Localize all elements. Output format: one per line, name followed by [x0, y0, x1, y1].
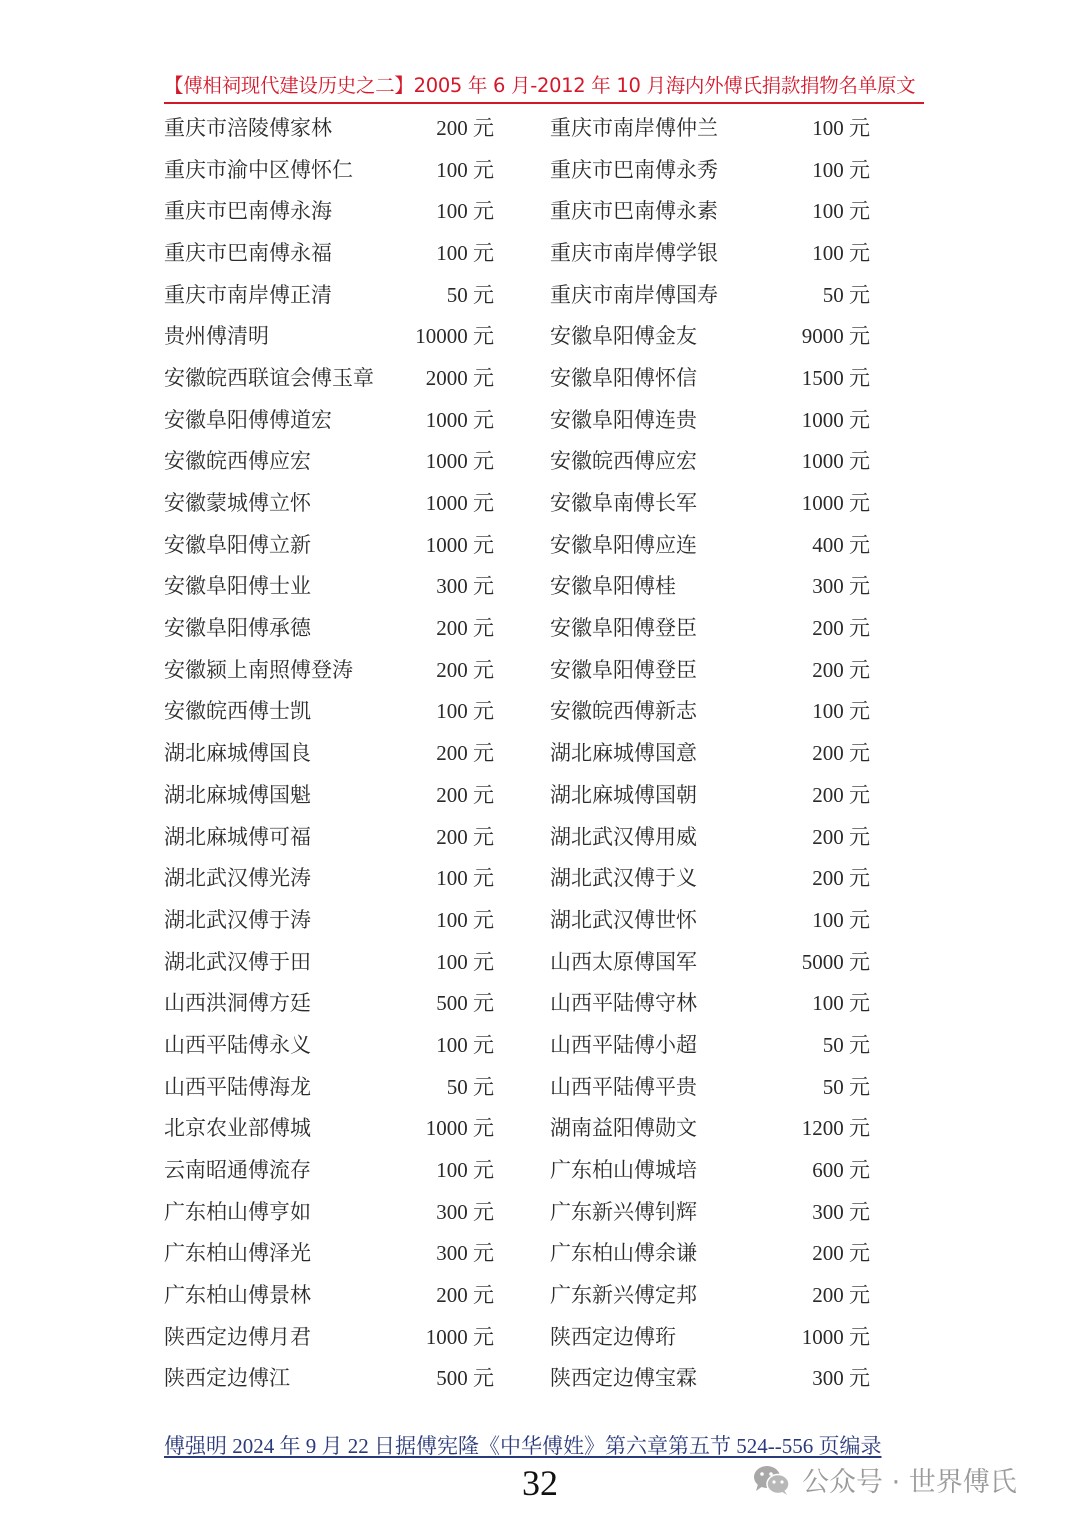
table-row	[164, 273, 924, 315]
donation-amount-right: 1000 元	[801, 1324, 870, 1349]
table-row	[164, 565, 924, 607]
donor-name-right: 安徽皖西傅新志	[550, 699, 697, 724]
donation-amount-left: 100 元	[436, 157, 494, 182]
donation-amount-left: 10000 元	[415, 324, 494, 349]
table-row	[164, 1065, 924, 1107]
table-row	[164, 1107, 924, 1149]
table-row	[164, 690, 924, 732]
donor-name-right: 重庆市巴南傅永素	[550, 199, 718, 224]
donation-amount-right: 1500 元	[801, 365, 870, 390]
donation-amount-right: 200 元	[812, 1283, 870, 1308]
donation-amount-left: 100 元	[436, 949, 494, 974]
table-row	[164, 940, 924, 982]
table-row	[164, 523, 924, 565]
donor-name-right: 重庆市巴南傅永秀	[550, 157, 718, 182]
donor-name-left: 安徽颍上南照傅登涛	[164, 657, 353, 682]
donation-amount-left: 1000 元	[425, 491, 494, 516]
donor-name-right: 广东柏山傅余谦	[550, 1241, 697, 1266]
donor-name-right: 安徽阜阳傅登臣	[550, 657, 697, 682]
table-row	[164, 106, 924, 148]
donor-name-left: 山西平陆傅永义	[164, 1032, 311, 1057]
donation-amount-left: 200 元	[436, 657, 494, 682]
donation-amount-left: 200 元	[436, 782, 494, 807]
donation-amount-right: 5000 元	[801, 949, 870, 974]
watermark	[752, 1460, 1017, 1499]
donation-amount-left: 200 元	[436, 741, 494, 766]
donation-amount-left: 300 元	[436, 1199, 494, 1224]
donation-amount-left: 1000 元	[425, 1324, 494, 1349]
donor-name-left: 陕西定边傅月君	[164, 1324, 311, 1349]
donor-name-right: 陕西定边傅宝霖	[550, 1366, 697, 1391]
donor-name-left: 安徽皖西联谊会傅玉章	[164, 365, 374, 390]
donor-name-left: 山西平陆傅海龙	[164, 1074, 311, 1099]
donation-amount-right: 50 元	[822, 1074, 870, 1099]
donation-amount-right: 600 元	[812, 1158, 870, 1183]
donor-name-right: 安徽阜阳傅桂	[550, 574, 676, 599]
donation-amount-right: 200 元	[812, 616, 870, 641]
table-row	[164, 1315, 924, 1357]
donation-amount-right: 50 元	[822, 1032, 870, 1057]
donor-name-right: 湖南益阳傅勋文	[550, 1116, 697, 1141]
donor-name-left: 重庆市渝中区傅怀仁	[164, 157, 353, 182]
donation-amount-left: 1000 元	[425, 407, 494, 432]
donation-amount-right: 200 元	[812, 824, 870, 849]
donation-amount-left: 100 元	[436, 1032, 494, 1057]
donation-amount-left: 100 元	[436, 199, 494, 224]
donor-name-right: 安徽阜南傅长军	[550, 491, 697, 516]
donor-name-right: 湖北武汉傅世怀	[550, 907, 697, 932]
donor-name-left: 安徽阜阳傅傅道宏	[164, 407, 332, 432]
donor-name-right: 安徽阜阳傅登臣	[550, 616, 697, 641]
donor-name-right: 湖北麻城傅国意	[550, 741, 697, 766]
watermark-text: 公众号 · 世界傅氏	[802, 1467, 1017, 1498]
table-row	[164, 481, 924, 523]
donation-list	[164, 106, 924, 1398]
donation-amount-left: 200 元	[436, 1283, 494, 1308]
table-row	[164, 314, 924, 356]
donor-name-right: 广东新兴傅钊辉	[550, 1199, 697, 1224]
table-row	[164, 1023, 924, 1065]
table-row	[164, 189, 924, 231]
table-row	[164, 898, 924, 940]
donor-name-left: 安徽皖西傅应宏	[164, 449, 311, 474]
donor-name-left: 重庆市南岸傅正清	[164, 282, 332, 307]
table-row	[164, 648, 924, 690]
donor-name-left: 重庆市巴南傅永海	[164, 199, 332, 224]
donor-name-left: 湖北麻城傅国良	[164, 741, 311, 766]
donor-name-left: 广东柏山傅泽光	[164, 1241, 311, 1266]
donation-amount-right: 50 元	[822, 282, 870, 307]
donor-name-right: 山西太原傅国军	[550, 949, 697, 974]
donation-amount-right: 200 元	[812, 741, 870, 766]
donation-amount-left: 200 元	[436, 616, 494, 641]
table-row	[164, 1357, 924, 1399]
donation-amount-right: 200 元	[812, 782, 870, 807]
donor-name-right: 重庆市南岸傅学银	[550, 240, 718, 265]
donation-amount-left: 100 元	[436, 699, 494, 724]
table-row	[164, 1273, 924, 1315]
donor-name-right: 山西平陆傅平贵	[550, 1074, 697, 1099]
donation-amount-left: 500 元	[436, 1366, 494, 1391]
donor-name-left: 湖北武汉傅光涛	[164, 866, 311, 891]
donor-name-left: 陕西定边傅江	[164, 1366, 290, 1391]
table-row	[164, 440, 924, 482]
donation-amount-left: 300 元	[436, 1241, 494, 1266]
donor-name-right: 湖北武汉傅用威	[550, 824, 697, 849]
donor-name-left: 北京农业部傅城	[164, 1116, 311, 1141]
donor-name-left: 云南昭通傅流存	[164, 1158, 311, 1183]
donor-name-right: 山西平陆傅守林	[550, 991, 697, 1016]
donation-amount-right: 200 元	[812, 866, 870, 891]
table-row	[164, 398, 924, 440]
donor-name-right: 重庆市南岸傅国寿	[550, 282, 718, 307]
donation-amount-left: 200 元	[436, 824, 494, 849]
table-row	[164, 773, 924, 815]
table-row	[164, 731, 924, 773]
table-row	[164, 1148, 924, 1190]
source-note[interactable]: 傅强明 2024 年 9 月 22 日据傅宪隆《中华傅姓》第六章第五节 524--556 页编录	[164, 1434, 882, 1458]
donor-name-right: 湖北武汉傅于义	[550, 866, 697, 891]
donor-name-left: 安徽阜阳傅立新	[164, 532, 311, 557]
donor-name-left: 湖北麻城傅可福	[164, 824, 311, 849]
table-row	[164, 231, 924, 273]
donation-amount-left: 1000 元	[425, 1116, 494, 1141]
donation-amount-right: 100 元	[812, 240, 870, 265]
donation-amount-right: 1000 元	[801, 491, 870, 516]
donation-amount-right: 1200 元	[801, 1116, 870, 1141]
donation-amount-right: 400 元	[812, 532, 870, 557]
donation-amount-right: 200 元	[812, 657, 870, 682]
donation-amount-right: 100 元	[812, 115, 870, 140]
donor-name-right: 安徽皖西傅应宏	[550, 449, 697, 474]
donation-amount-left: 100 元	[436, 866, 494, 891]
donation-amount-left: 200 元	[436, 115, 494, 140]
donor-name-left: 重庆市涪陵傅家林	[164, 115, 332, 140]
donor-name-right: 安徽阜阳傅金友	[550, 324, 697, 349]
donation-amount-left: 100 元	[436, 907, 494, 932]
donor-name-left: 湖北武汉傅于涛	[164, 907, 311, 932]
donor-name-right: 安徽阜阳傅怀信	[550, 365, 697, 390]
document-title: 【傅相祠现代建设历史之二】2005 年 6 月-2012 年 10 月海内外傅氏捐款捐物名单原文	[164, 72, 924, 104]
donor-name-left: 广东柏山傅亨如	[164, 1199, 311, 1224]
table-row	[164, 856, 924, 898]
donor-name-right: 广东新兴傅定邦	[550, 1283, 697, 1308]
table-row	[164, 606, 924, 648]
donation-amount-left: 2000 元	[425, 365, 494, 390]
donation-amount-right: 1000 元	[801, 407, 870, 432]
donor-name-right: 重庆市南岸傅仲兰	[550, 115, 718, 140]
donation-amount-left: 500 元	[436, 991, 494, 1016]
table-row	[164, 1232, 924, 1274]
donation-amount-left: 1000 元	[425, 449, 494, 474]
donation-amount-right: 1000 元	[801, 449, 870, 474]
donor-name-left: 湖北麻城傅国魁	[164, 782, 311, 807]
donor-name-right: 湖北麻城傅国朝	[550, 782, 697, 807]
donor-name-left: 安徽皖西傅士凯	[164, 699, 311, 724]
table-row	[164, 356, 924, 398]
wechat-icon	[752, 1464, 792, 1496]
donor-name-left: 安徽阜阳傅士业	[164, 574, 311, 599]
table-row	[164, 815, 924, 857]
donation-amount-right: 9000 元	[801, 324, 870, 349]
donor-name-left: 湖北武汉傅于田	[164, 949, 311, 974]
donation-amount-left: 300 元	[436, 574, 494, 599]
donation-amount-left: 50 元	[446, 1074, 494, 1099]
page-number: 32	[522, 1463, 558, 1503]
donor-name-left: 贵州傅清明	[164, 324, 269, 349]
table-row	[164, 148, 924, 190]
donor-name-left: 重庆市巴南傅永福	[164, 240, 332, 265]
donation-amount-left: 1000 元	[425, 532, 494, 557]
donation-amount-left: 100 元	[436, 240, 494, 265]
donor-name-left: 安徽蒙城傅立怀	[164, 491, 311, 516]
table-row	[164, 1190, 924, 1232]
donor-name-left: 广东柏山傅景林	[164, 1283, 311, 1308]
donation-amount-right: 100 元	[812, 157, 870, 182]
donation-amount-right: 200 元	[812, 1241, 870, 1266]
donation-amount-left: 50 元	[446, 282, 494, 307]
donor-name-left: 安徽阜阳傅承德	[164, 616, 311, 641]
donor-name-right: 安徽阜阳傅连贵	[550, 407, 697, 432]
donation-amount-right: 300 元	[812, 574, 870, 599]
donation-amount-right: 100 元	[812, 991, 870, 1016]
donation-amount-right: 100 元	[812, 699, 870, 724]
donation-amount-left: 100 元	[436, 1158, 494, 1183]
donor-name-left: 山西洪洞傅方廷	[164, 991, 311, 1016]
donor-name-right: 安徽阜阳傅应连	[550, 532, 697, 557]
table-row	[164, 981, 924, 1023]
donor-name-right: 广东柏山傅城培	[550, 1158, 697, 1183]
donor-name-right: 陕西定边傅珩	[550, 1324, 676, 1349]
donation-amount-right: 100 元	[812, 199, 870, 224]
donation-amount-right: 300 元	[812, 1366, 870, 1391]
donor-name-right: 山西平陆傅小超	[550, 1032, 697, 1057]
donation-amount-right: 300 元	[812, 1199, 870, 1224]
donation-amount-right: 100 元	[812, 907, 870, 932]
